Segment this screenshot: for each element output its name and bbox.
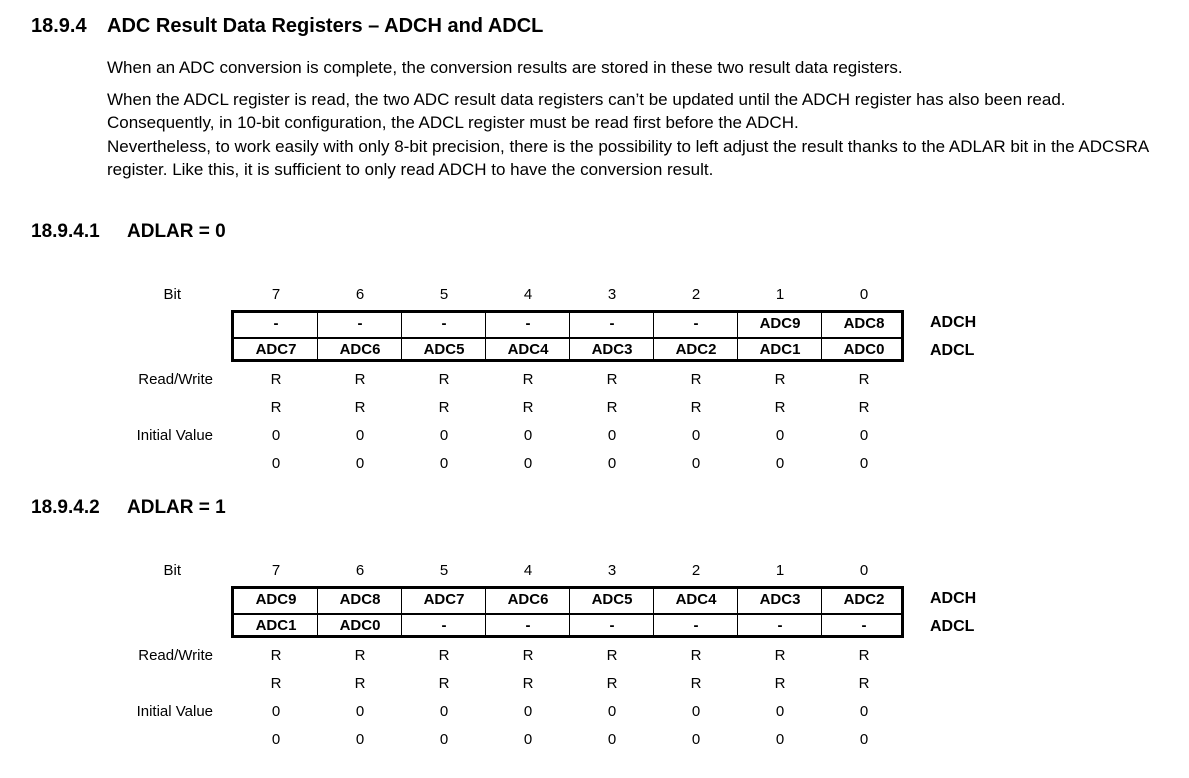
subsection-title: ADLAR = 0 <box>127 221 226 242</box>
bit-label: Bit <box>163 562 181 579</box>
read-write-value: R <box>606 675 618 692</box>
initial-value: 0 <box>607 731 617 748</box>
register-bit-cell: ADC2 <box>843 591 885 608</box>
register-table <box>231 310 904 362</box>
initial-value: 0 <box>439 427 449 444</box>
register-bit-cell: ADC0 <box>843 341 885 358</box>
read-write-value: R <box>270 399 282 416</box>
register-bit-cell: - <box>441 617 447 634</box>
paragraph: When an ADC conversion is complete, the conversion results are stored in these two result data registers. <box>107 58 903 77</box>
read-write-value: R <box>438 647 450 664</box>
column-divider <box>821 589 822 635</box>
register-bit-cell: ADC4 <box>675 591 717 608</box>
initial-value: 0 <box>859 731 869 748</box>
initial-value: 0 <box>355 703 365 720</box>
initial-value: 0 <box>271 427 281 444</box>
initial-value: 0 <box>775 703 785 720</box>
register-bit-cell: ADC3 <box>759 591 801 608</box>
initial-value: 0 <box>859 455 869 472</box>
initial-value: 0 <box>355 427 365 444</box>
read-write-value: R <box>858 675 870 692</box>
initial-value: 0 <box>439 703 449 720</box>
read-write-value: R <box>858 647 870 664</box>
column-divider <box>485 589 486 635</box>
bit-number: 7 <box>271 286 281 303</box>
bit-number: 2 <box>691 562 701 579</box>
paragraph: When the ADCL register is read, the two ADC result data registers can’t be updated until the ADCH register has also been read. <box>107 89 1066 109</box>
read-write-value: R <box>774 675 786 692</box>
register-bit-cell: - <box>273 315 279 332</box>
column-divider <box>821 313 822 359</box>
register-bit-cell: - <box>693 315 699 332</box>
initial-value: 0 <box>271 703 281 720</box>
bit-number: 3 <box>607 286 617 303</box>
bit-number: 4 <box>523 286 533 303</box>
bit-number: 3 <box>607 562 617 579</box>
register-name: ADCL <box>930 618 975 635</box>
section-title: ADC Result Data Registers – ADCH and ADCL <box>107 15 544 37</box>
register-diagram <box>0 562 1189 762</box>
column-divider <box>737 589 738 635</box>
column-divider <box>653 589 654 635</box>
read-write-value: R <box>270 371 282 388</box>
read-write-value: R <box>606 647 618 664</box>
register-bit-cell: ADC6 <box>339 341 381 358</box>
initial-value: 0 <box>775 731 785 748</box>
bit-number: 0 <box>859 286 869 303</box>
register-bit-cell: ADC8 <box>339 591 381 608</box>
column-divider <box>737 313 738 359</box>
read-write-value: R <box>438 675 450 692</box>
initial-value: 0 <box>355 731 365 748</box>
read-write-value: R <box>606 371 618 388</box>
column-divider <box>569 589 570 635</box>
read-write-value: R <box>606 399 618 416</box>
initial-value: 0 <box>439 455 449 472</box>
bit-number: 5 <box>439 562 449 579</box>
register-bit-cell: - <box>609 617 615 634</box>
subsection-number: 18.9.4.2 <box>31 497 100 518</box>
read-write-value: R <box>690 647 702 664</box>
register-diagram <box>0 286 1189 486</box>
initial-value: 0 <box>775 427 785 444</box>
initial-value: 0 <box>691 455 701 472</box>
register-bit-cell: ADC8 <box>843 315 885 332</box>
register-bit-cell: ADC1 <box>759 341 801 358</box>
register-bit-cell: ADC3 <box>591 341 633 358</box>
read-write-label: Read/Write <box>138 371 213 388</box>
initial-value: 0 <box>607 427 617 444</box>
read-write-value: R <box>522 647 534 664</box>
register-bit-cell: ADC9 <box>759 315 801 332</box>
register-bit-cell: ADC9 <box>255 591 297 608</box>
read-write-value: R <box>270 647 282 664</box>
register-bit-cell: - <box>441 315 447 332</box>
initial-value: 0 <box>691 703 701 720</box>
column-divider <box>317 589 318 635</box>
bit-number: 4 <box>523 562 533 579</box>
read-write-value: R <box>690 399 702 416</box>
read-write-value: R <box>438 371 450 388</box>
initial-value: 0 <box>859 703 869 720</box>
section-body <box>107 56 1172 182</box>
column-divider <box>401 313 402 359</box>
initial-value: 0 <box>439 731 449 748</box>
register-bit-cell: ADC5 <box>591 591 633 608</box>
read-write-value: R <box>858 371 870 388</box>
read-write-value: R <box>354 399 366 416</box>
read-write-value: R <box>690 675 702 692</box>
paragraph: Nevertheless, to work easily with only 8-bit precision, there is the possibility to left adjust the result thanks to the ADLAR bit in the ADCSRA register. Like this, it is sufficient to only read ADCH to have the conversion result. <box>107 136 1149 179</box>
initial-value-label: Initial Value <box>136 427 213 444</box>
read-write-value: R <box>774 399 786 416</box>
register-name: ADCH <box>930 590 977 607</box>
initial-value: 0 <box>523 703 533 720</box>
register-bit-cell: - <box>693 617 699 634</box>
register-bit-cell: ADC7 <box>423 591 465 608</box>
register-bit-cell: ADC2 <box>675 341 717 358</box>
register-bit-cell: ADC6 <box>507 591 549 608</box>
read-write-value: R <box>690 371 702 388</box>
register-table <box>231 586 904 638</box>
column-divider <box>317 313 318 359</box>
column-divider <box>485 313 486 359</box>
bit-number: 0 <box>859 562 869 579</box>
bit-number: 2 <box>691 286 701 303</box>
register-bit-cell: - <box>861 617 867 634</box>
initial-value: 0 <box>523 731 533 748</box>
register-bit-cell: ADC4 <box>507 341 549 358</box>
register-bit-cell: ADC7 <box>255 341 297 358</box>
initial-value: 0 <box>271 731 281 748</box>
read-write-value: R <box>354 675 366 692</box>
bit-number: 1 <box>775 562 785 579</box>
read-write-value: R <box>354 371 366 388</box>
register-bit-cell: - <box>777 617 783 634</box>
initial-value: 0 <box>523 455 533 472</box>
register-bit-cell: ADC1 <box>255 617 297 634</box>
bit-number: 1 <box>775 286 785 303</box>
initial-value: 0 <box>523 427 533 444</box>
register-bit-cell: ADC5 <box>423 341 465 358</box>
register-name: ADCL <box>930 342 975 359</box>
register-bit-cell: - <box>525 617 531 634</box>
initial-value: 0 <box>271 455 281 472</box>
initial-value: 0 <box>607 703 617 720</box>
register-bit-cell: - <box>525 315 531 332</box>
register-name: ADCH <box>930 314 977 331</box>
read-write-label: Read/Write <box>138 647 213 664</box>
section-number: 18.9.4 <box>31 15 87 37</box>
bit-number: 6 <box>355 562 365 579</box>
bit-number: 7 <box>271 562 281 579</box>
initial-value-label: Initial Value <box>136 703 213 720</box>
initial-value: 0 <box>859 427 869 444</box>
read-write-value: R <box>858 399 870 416</box>
register-bit-cell: - <box>609 315 615 332</box>
initial-value: 0 <box>691 427 701 444</box>
bit-label: Bit <box>163 286 181 303</box>
read-write-value: R <box>522 675 534 692</box>
column-divider <box>653 313 654 359</box>
register-bit-cell: - <box>357 315 363 332</box>
read-write-value: R <box>774 647 786 664</box>
bit-number: 5 <box>439 286 449 303</box>
register-bit-cell: ADC0 <box>339 617 381 634</box>
subsection-title: ADLAR = 1 <box>127 497 226 518</box>
initial-value: 0 <box>691 731 701 748</box>
bit-number: 6 <box>355 286 365 303</box>
column-divider <box>569 313 570 359</box>
read-write-value: R <box>522 371 534 388</box>
read-write-value: R <box>438 399 450 416</box>
initial-value: 0 <box>607 455 617 472</box>
subsection-number: 18.9.4.1 <box>31 221 100 242</box>
column-divider <box>401 589 402 635</box>
initial-value: 0 <box>355 455 365 472</box>
paragraph: Consequently, in 10-bit configuration, the ADCL register must be read first before the ADCH. <box>107 113 799 132</box>
initial-value: 0 <box>775 455 785 472</box>
read-write-value: R <box>522 399 534 416</box>
read-write-value: R <box>354 647 366 664</box>
read-write-value: R <box>270 675 282 692</box>
read-write-value: R <box>774 371 786 388</box>
